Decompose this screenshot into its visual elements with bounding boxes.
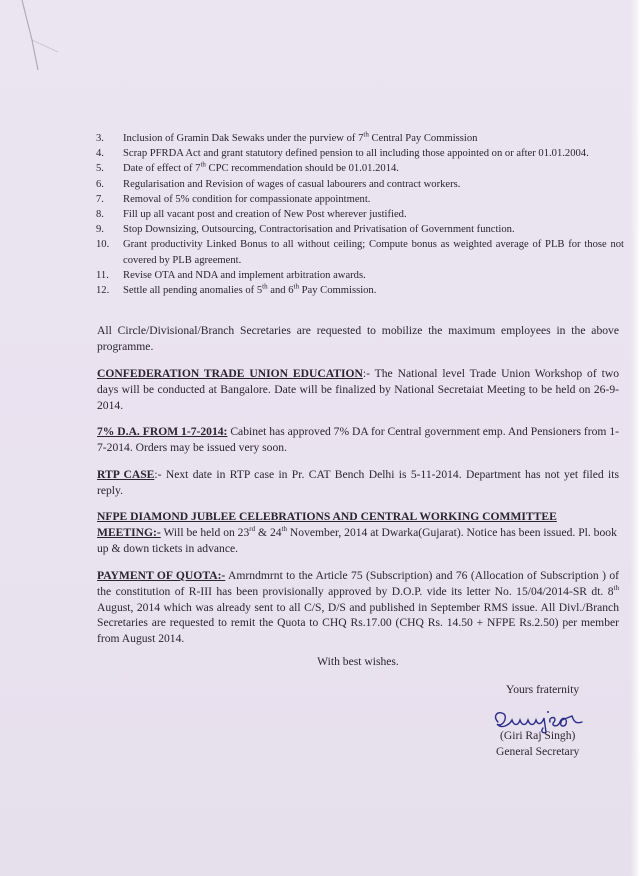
list-item xyxy=(96,237,624,267)
superscript: th xyxy=(262,282,268,291)
text-run: Stop Downsizing, Outsourcing, Contractorisation and Privatisation of Government function. xyxy=(123,224,515,236)
list-item-text xyxy=(123,146,624,161)
list-item-text xyxy=(123,207,624,222)
text-run: Central Pay Commission xyxy=(368,133,478,144)
yours-fraternity: Yours fraternity xyxy=(506,683,580,696)
payment-of-quota-section xyxy=(97,568,619,647)
section-heading: 7% D.A. FROM 1-7-2014: xyxy=(97,425,228,438)
list-item-number: 7. xyxy=(96,193,104,205)
list-item-number: 9. xyxy=(96,224,104,236)
rtp-case-section xyxy=(97,467,619,499)
list-item xyxy=(96,177,624,192)
list-item-text xyxy=(123,283,624,298)
section-body: :- Next date in RTP case in Pr. CAT Bench Delhi is 5-11-2014. Department has not yet filed its reply. xyxy=(97,468,619,497)
list-item-text xyxy=(123,192,624,207)
superscript: th xyxy=(293,282,299,291)
list-item-text xyxy=(123,161,624,176)
section-body: & 24 xyxy=(255,525,282,539)
text-run: CPC recommendation should be 01.01.2014. xyxy=(205,163,399,175)
page-right-edge xyxy=(630,0,640,876)
list-item-number: 6. xyxy=(96,178,104,190)
text-run: Fill up all vacant post and creation of New Post wherever justified. xyxy=(123,209,407,221)
superscript: rd xyxy=(249,524,256,533)
list-item-number: 3. xyxy=(96,133,104,144)
page-fold-mark xyxy=(18,0,58,70)
section-body: November, 2014 at Dwarka(Gujarat). Notice has been issued. Pl. book up & down tickets in advance. xyxy=(97,525,617,555)
list-item-number: 8. xyxy=(96,209,104,221)
jubilee-section xyxy=(97,509,619,556)
list-item-text xyxy=(123,268,624,283)
text-run: Revise OTA and NDA and implement arbitration awards. xyxy=(123,269,366,281)
list-item-number: 12. xyxy=(96,285,110,297)
superscript: th xyxy=(200,160,206,169)
list-item xyxy=(96,192,624,207)
list-item xyxy=(96,283,624,298)
list-item-number: 5. xyxy=(96,163,104,175)
trade-union-education-section xyxy=(97,366,619,413)
list-item-number: 4. xyxy=(96,148,104,160)
list-item-number: 10. xyxy=(96,239,110,251)
list-item-text xyxy=(123,177,624,192)
list-item xyxy=(96,222,624,237)
list-item xyxy=(96,207,624,222)
superscript: th xyxy=(281,524,287,533)
section-body: Amrndmrnt to the Article 75 (Subscription) and 76 (Allocation of Subscription ) of the constitution of R-III has been provisionally approved by D.O.P. vide its letter No. 15/04/2014-SR dt. 8 xyxy=(97,569,619,598)
text-run: Date of effect of 7 xyxy=(123,163,201,175)
text-run: Scrap PFRDA Act and grant statutory defined pension to all including those appointed on or after 01.01.2004. xyxy=(123,148,589,160)
list-item-text xyxy=(123,222,624,237)
superscript: th xyxy=(363,130,369,139)
list-item xyxy=(96,161,624,176)
section-heading: RTP CASE xyxy=(97,468,155,481)
list-item-text xyxy=(123,237,624,267)
best-wishes: With best wishes. xyxy=(317,655,399,668)
list-item xyxy=(96,268,624,283)
section-body: :- The National level Trade Union Workshop of two days will be conducted at Bangalore. Date will be finalized by National Secretaiat Meeting to be held on 26-9-2014. xyxy=(97,367,619,412)
section-heading: CONFEDERATION TRADE UNION EDUCATION xyxy=(97,367,363,380)
text-run: and 6 xyxy=(267,285,294,297)
list-item xyxy=(96,131,624,146)
signatory-title: General Secretary xyxy=(496,745,580,758)
list-item-number: 11. xyxy=(96,269,109,281)
text-run: Grant productivity Linked Bonus to all without ceiling; Compute bonus as weighted average of PLB for those not covered by PLB agreement. xyxy=(123,239,624,266)
text-run: Pay Commission. xyxy=(298,285,377,297)
text-run: Removal of 5% condition for compassionate appointment. xyxy=(123,193,371,205)
mobilize-paragraph: All Circle/Divisional/Branch Secretaries are requested to mobilize the maximum employees in the above programme. xyxy=(97,324,619,353)
demands-list xyxy=(96,131,624,298)
section-body: August, 2014 which was already sent to all C/S, D/S and published in September RMS issue. All Divl./Branch Secretaries are requested to remit the Quota to CHQ Rs.17.00 (CHQ Rs. 14.50 + NFPE Rs.2.50) per member from August 2014. xyxy=(97,600,619,646)
section-body: Cabinet has approved 7% DA for Central government emp. And Pensioners from 1-7-2014. Orders may be issued very soon. xyxy=(97,425,619,454)
superscript: th xyxy=(613,583,619,592)
da-section xyxy=(97,424,619,456)
text-run: Settle all pending anomalies of 5 xyxy=(123,285,263,297)
text-run: Regularisation and Revision of wages of casual labourers and contract workers. xyxy=(123,178,461,190)
signatory-name: (Giri Raj Singh) xyxy=(500,729,576,742)
section-heading: NFPE DIAMOND JUBLEE CELEBRATIONS AND CENTRAL WORKING COMMITTEE MEETING:- xyxy=(97,510,557,539)
list-item xyxy=(96,146,624,161)
section-heading: PAYMENT OF QUOTA:- xyxy=(97,569,226,582)
section-body: Will be held on 23 xyxy=(160,525,250,539)
list-item-text xyxy=(123,131,624,146)
text-run: Inclusion of Gramin Dak Sewaks under the purview of 7 xyxy=(123,133,364,144)
